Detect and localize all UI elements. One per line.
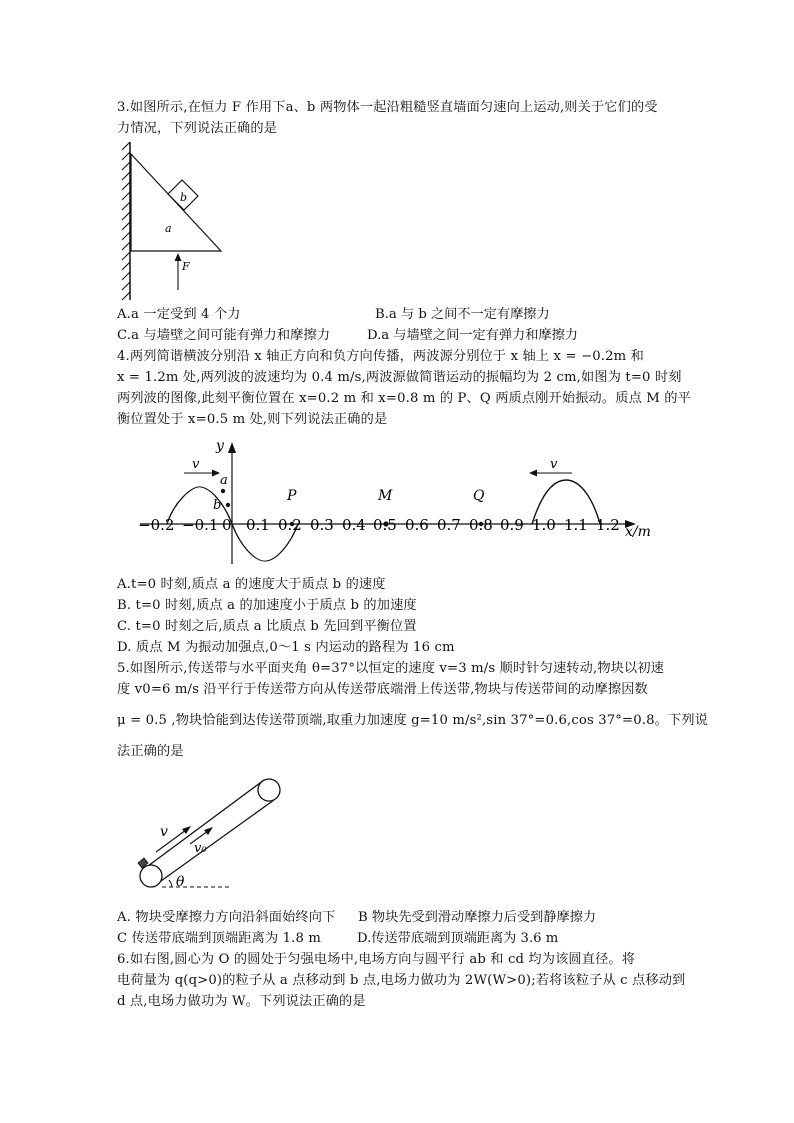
tick-label: 0: [222, 516, 232, 534]
q5-option-a: A. 物块受摩擦力方向沿斜面始终向下: [117, 910, 336, 925]
q4-stem-line2: x = 1.2m 处,两列波的波速均为 0.4 m/s,两波源做简谐运动的振幅均为 2 cm,如图为 t=0 时刻: [117, 370, 682, 385]
q4-stem-line4: 衡位置处于 x=0.5 m 处,则下列说法正确的是: [117, 412, 388, 427]
tick-label: 0.2: [278, 516, 302, 534]
q6-stem-line1: 6.如右图,圆心为 O 的圆处于匀强电场中,电场方向与圆平行 ab 和 cd 均为该圆直径。将: [117, 952, 636, 967]
q4-wave-figure: [132, 436, 662, 571]
tick-label: 0.4: [342, 516, 366, 534]
tick-label: 0.6: [405, 516, 429, 534]
q5-stem-line4: 法正确的是: [117, 744, 184, 759]
q4-option-a: A.t=0 时刻,质点 a 的速度大于质点 b 的速度: [117, 577, 386, 592]
q4-stem-line1: 4.两列简谐横波分别沿 x 轴正方向和负方向传播，两波源分别位于 x 轴上 x = −0.2m 和: [117, 349, 644, 364]
belt-velocity-label: v: [160, 824, 168, 840]
tick-label: 1.0: [532, 516, 556, 534]
right-velocity-label: v: [550, 457, 558, 472]
q3-stem-line1: 3.如图所示,在恒力 F 作用下a、b 两物体一起沿粗糙竖直墙面匀速向上运动,则关于它们的受: [117, 100, 658, 115]
point-b-label: b: [213, 498, 222, 513]
q4-option-b: B. t=0 时刻,质点 a 的加速度小于质点 b 的加速度: [117, 598, 417, 613]
q5-option-b: B 物块先受到滑动摩擦力后受到静摩擦力: [358, 910, 597, 925]
q6-stem-line2: 电荷量为 q(q>0)的粒子从 a 点移动到 b 点,电场力做功为 2W(W>0);若将该粒子从 c 点移动到: [117, 973, 686, 988]
point-M-label: M: [378, 488, 393, 504]
tick-label: 0.9: [500, 516, 524, 534]
q4-option-d: D. 质点 M 为振动加强点,0～1 s 内运动的路程为 16 cm: [117, 640, 455, 655]
q5-stem-line2: 度 v0=6 m/s 沿平行于传送带方向从传送带底端滑上传送带,物块与传送带间的动摩擦因数: [117, 682, 648, 697]
q3-option-d: D.a 与墙壁之间一定有弹力和摩擦力: [367, 328, 578, 343]
tick-label: 1.2: [596, 516, 620, 534]
q5-conveyor-figure: [128, 772, 288, 897]
q3-figure: [118, 140, 228, 302]
q5-stem-line1: 5.如图所示,传送带与水平面夹角 θ=37°以恒定的速度 v=3 m/s 顺时针匀速转动,物块以初速: [117, 661, 665, 676]
label-F: F: [182, 260, 190, 273]
q4-stem-line3: 两列波的图像,此刻平衡位置在 x=0.2 m 和 x=0.8 m 的 P、Q 两质点刚开始振动。质点 M 的平: [117, 391, 691, 406]
label-a: a: [165, 222, 172, 235]
point-Q-label: Q: [473, 488, 485, 504]
tick-label: 0.7: [437, 516, 461, 534]
tick-label: 0.8: [469, 516, 493, 534]
q5-stem-line3: μ = 0.5 ,物块恰能到达传送带顶端,取重力加速度 g=10 m/s²,sin 37°=0.6,cos 37°=0.8。下列说: [117, 713, 709, 728]
q6-stem-line3: d 点,电场力做功为 W。下列说法正确的是: [117, 994, 366, 1009]
y-axis-label: y: [216, 438, 224, 454]
q5-option-c: C 传送带底端到顶端距离为 1.8 m: [117, 931, 322, 946]
tick-label: 0.1: [246, 516, 270, 534]
x-axis-label: x/m: [625, 524, 651, 540]
tick-label: −0.1: [182, 516, 219, 534]
tick-label: −0.2: [138, 516, 175, 534]
q3-option-a: A.a 一定受到 4 个力: [117, 307, 241, 322]
q3-option-b: B.a 与 b 之间不一定有摩擦力: [375, 307, 550, 322]
label-b: b: [180, 191, 188, 204]
angle-theta-label: θ: [176, 874, 185, 890]
point-P-label: P: [287, 488, 297, 504]
tick-label: 0.3: [310, 516, 334, 534]
block-velocity-label: v₀: [194, 841, 207, 856]
q5-option-d: D.传送带底端到顶端距离为 3.6 m: [357, 931, 559, 946]
left-velocity-label: v: [192, 457, 200, 472]
point-a-label: a: [220, 473, 228, 488]
q3-option-c: C.a 与墙壁之间可能有弹力和摩擦力: [117, 328, 331, 343]
tick-label: 1.1: [564, 516, 588, 534]
q3-stem-line2: 力情况，下列说法正确的是: [117, 121, 278, 136]
q4-option-c: C. t=0 时刻之后,质点 a 比质点 b 先回到平衡位置: [117, 619, 417, 634]
tick-label: 0.5: [373, 516, 397, 534]
